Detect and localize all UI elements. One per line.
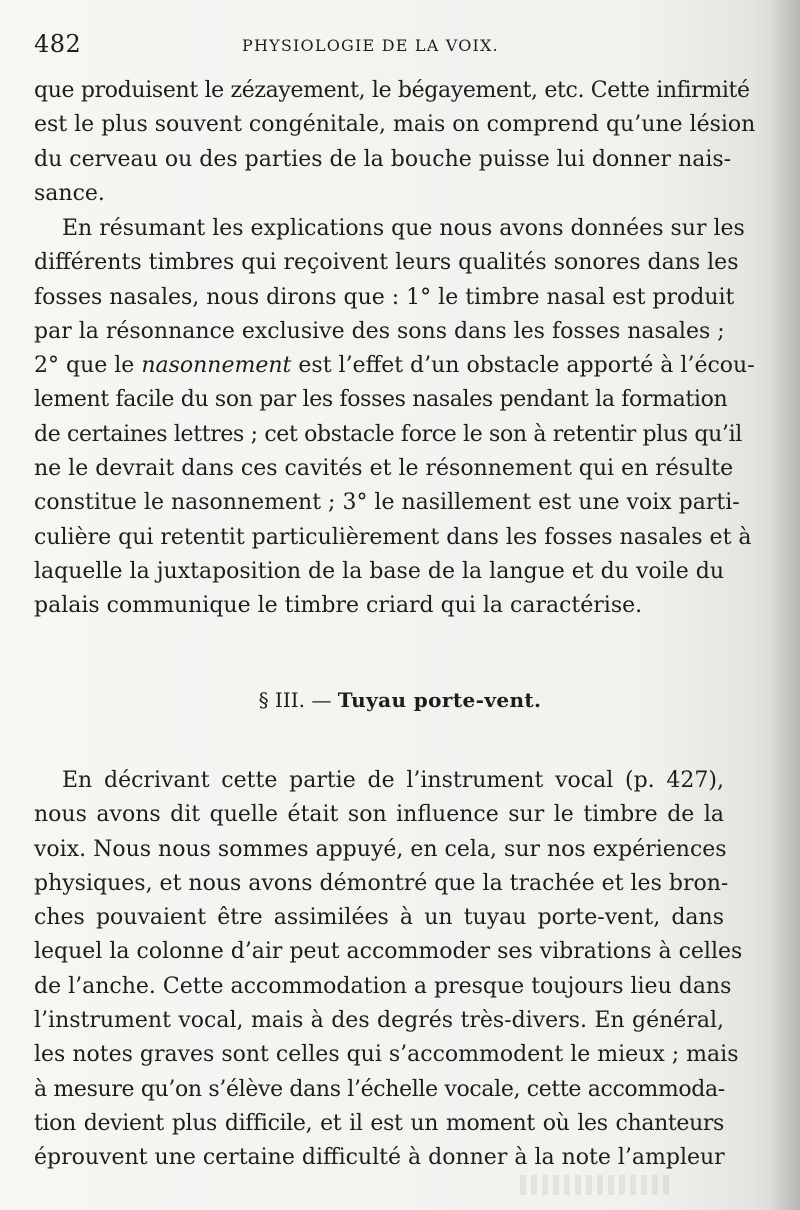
section-heading — [0, 688, 800, 712]
page-number: 482 — [34, 30, 82, 58]
text-line: différents timbres qui reçoivent leurs qualités sonores dans les — [34, 250, 739, 276]
text-segment: est l’effet d’un obstacle apporté à l’écou- — [291, 353, 755, 379]
text-line: les notes graves sont celles qui s’accommodent le mieux ; mais — [34, 1042, 739, 1068]
paragraph-continued — [34, 74, 756, 211]
text-line: nous avons dit quelle était son influence sur le timbre de la — [34, 802, 724, 828]
text-line: du cerveau ou des parties de la bouche puisse lui donner nais- — [34, 146, 732, 172]
paragraph-tuyau — [34, 764, 743, 1176]
text-line: de l’anche. Cette accommodation a presque toujours lieu dans — [34, 973, 732, 999]
italic-term: nasonnement — [141, 353, 292, 379]
section-number: § III. — — [258, 688, 332, 712]
text-line: éprouvent une certaine difficulté à donner à la note l’ampleur — [34, 1145, 725, 1171]
page-edge-shadow — [770, 0, 800, 1210]
text-line: constitue le nasonnement ; 3° le nasillement est une voix parti- — [34, 490, 740, 516]
show-through-ink — [520, 1175, 670, 1195]
text-line: laquelle la juxtaposition de la base de la langue et du voile du — [34, 558, 724, 584]
text-line: lement facile du son par les fosses nasales pendant la formation — [34, 387, 728, 413]
text-line: fosses nasales, nous dirons que : 1° le timbre nasal est produit — [34, 284, 735, 310]
text-line: par la résonnance exclusive des sons dans les fosses nasales ; — [34, 318, 725, 344]
text-line: est le plus souvent congénitale, mais on comprend qu’une lésion — [34, 112, 756, 138]
text-line: l’instrument vocal, mais à des degrés très-divers. En général, — [34, 1008, 724, 1034]
section-title: Tuyau porte-vent. — [337, 688, 542, 712]
text-line: ches pouvaient être assimilées à un tuyau porte-vent, dans — [34, 905, 724, 931]
text-line: physiques, et nous avons démontré que la trachée et les bron- — [34, 870, 729, 896]
text-line: En résumant les explications que nous avons données sur les — [62, 216, 745, 241]
text-line: que produisent le zézayement, le bégayement, etc. Cette infirmité — [34, 78, 750, 103]
page-header — [34, 30, 720, 64]
text-line: ne le devrait dans ces cavités et le résonnement qui en résulte — [34, 456, 734, 482]
text-line: culière qui retentit particulièrement dans les fosses nasales et à — [34, 524, 752, 550]
text-segment: 2° que le — [34, 353, 142, 379]
text-line: En décrivant cette partie de l’instrument vocal (p. 427), — [62, 768, 724, 793]
paragraph-timbres — [34, 212, 755, 624]
text-line — [34, 349, 755, 383]
text-line: voix. Nous nous sommes appuyé, en cela, sur nos expériences — [34, 836, 727, 862]
text-line: de certaines lettres ; cet obstacle force le son à retentir plus qu’il — [34, 421, 742, 447]
text-line: tion devient plus difficile, et il est un moment où les chanteurs — [34, 1110, 724, 1136]
text-line: à mesure qu’on s’élève dans l’échelle vocale, cette accommoda- — [34, 1076, 725, 1102]
text-line: palais communique le timbre criard qui la caractérise. — [34, 593, 643, 619]
text-line: sance. — [34, 180, 105, 206]
text-line: lequel la colonne d’air peut accommoder ses vibrations à celles — [34, 939, 743, 965]
running-head: PHYSIOLOGIE DE LA VOIX. — [242, 36, 499, 55]
